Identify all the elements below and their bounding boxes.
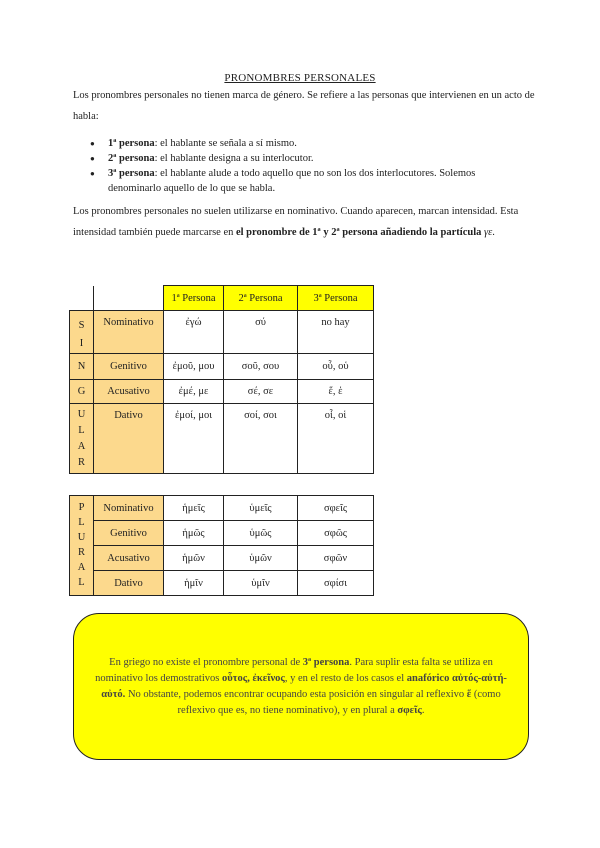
case-nominativo: Nominativo <box>94 311 164 354</box>
table-cell: σφίσι <box>298 571 374 596</box>
case-dativo: Dativo <box>94 571 164 596</box>
table-cell: σφῶν <box>298 546 374 571</box>
list-item: ● 1ª persona: el hablante se señala a sí mismo. <box>90 136 530 151</box>
table-cell: ἐγώ <box>164 311 224 354</box>
list-item: ● 3ª persona: el hablante alude a todo aquello que no son los dos interlocutores. Solemos denominarlo aquello de lo que se habla. <box>90 166 530 196</box>
table-cell: ἡμῖν <box>164 571 224 596</box>
table-cell: σοῦ, σου <box>224 354 298 380</box>
table-cell: σοί, σοι <box>224 404 298 474</box>
note-text: En griego no existe el pronombre personal de 3ª persona. Para suplir esta falta se utiliza en nominativo los demostrativos οὗτος, ἐκεῖνος, y en el resto de los casos el anafórico αὐτός-αὐτή-αὐτό. No obstante, podemos encontrar ocupando esta posición en singular al reflexivo ἕ (como reflexivo que es, no tiene nominativo), y en plural a σφεῖς. <box>95 656 507 716</box>
table-cell: ὑμῶς <box>224 521 298 546</box>
singular-table <box>69 285 374 474</box>
header-1a-persona: 1ª Persona <box>164 286 224 311</box>
side-label: U L A R <box>70 404 94 474</box>
table-cell: no hay <box>298 311 374 354</box>
table-cell: ἡμεῖς <box>164 496 224 521</box>
note-box <box>73 613 529 760</box>
table-cell: ἐμέ, με <box>164 380 224 404</box>
intro-paragraph: Los pronombres personales no tienen marca de género. Se refiere a las personas que intervienen en un acto de habla: <box>73 90 535 122</box>
page-title: PRONOMBRES PERSONALES <box>224 72 376 84</box>
table-cell: ἡμῶς <box>164 521 224 546</box>
table-cell: οἷ, οἱ <box>298 404 374 474</box>
table-cell: ὑμῶν <box>224 546 298 571</box>
table-cell: ἐμοί, μοι <box>164 404 224 474</box>
case-nominativo: Nominativo <box>94 496 164 521</box>
intensity-paragraph: Los pronombres personales no suelen utilizarse en nominativo. Cuando aparecen, marcan intensidad. Esta intensidad también puede marcarse en el pronombre de 1ª y 2ª persona añadiendo la partícula γε. <box>73 206 519 238</box>
table-cell: σφεῖς <box>298 496 374 521</box>
case-genitivo: Genitivo <box>94 354 164 380</box>
table-cell: σύ <box>224 311 298 354</box>
side-label: G <box>70 380 94 404</box>
table-cell: ἐμοῦ, μου <box>164 354 224 380</box>
table-cell: ἡμῶν <box>164 546 224 571</box>
persons-list <box>90 136 530 196</box>
case-acusativo: Acusativo <box>94 546 164 571</box>
table-cell: σέ, σε <box>224 380 298 404</box>
table-cell: ὑμεῖς <box>224 496 298 521</box>
side-label: N <box>70 354 94 380</box>
case-dativo: Dativo <box>94 404 164 474</box>
table-cell: ἕ, ἑ <box>298 380 374 404</box>
list-item: ● 2ª persona: el hablante designa a su interlocutor. <box>90 151 530 166</box>
case-genitivo: Genitivo <box>94 521 164 546</box>
side-label: P L U R A L <box>70 496 94 596</box>
header-2a-persona: 2ª Persona <box>224 286 298 311</box>
table-cell: οὗ, οὑ <box>298 354 374 380</box>
table-cell: σφῶς <box>298 521 374 546</box>
table-cell: ὑμῖν <box>224 571 298 596</box>
header-3a-persona: 3ª Persona <box>298 286 374 311</box>
side-label: S I <box>70 311 94 354</box>
plural-table <box>69 495 374 596</box>
case-acusativo: Acusativo <box>94 380 164 404</box>
